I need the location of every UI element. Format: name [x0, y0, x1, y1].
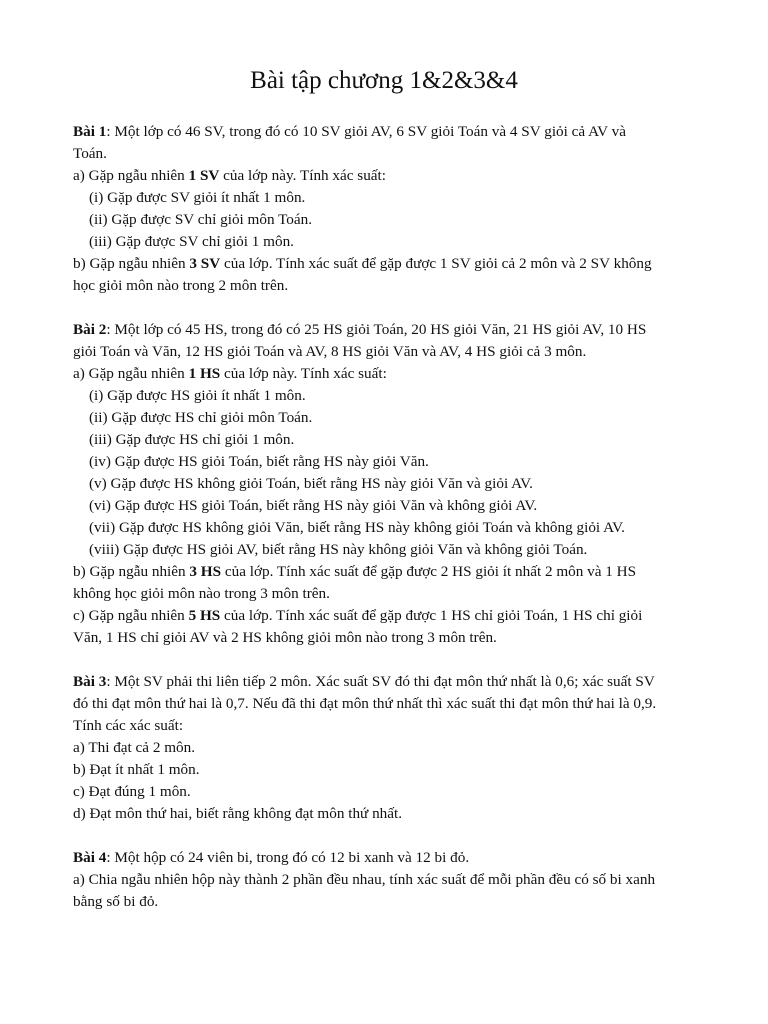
problem-1-intro-cont: Toán. — [73, 145, 107, 162]
problem-2-item-iii: (iii) Gặp được HS chỉ giỏi 1 môn. — [89, 431, 295, 448]
problem-4 — [73, 847, 701, 913]
problem-2-intro-cont: giỏi Toán và Văn, 12 HS giỏi Toán và AV, 8 HS giỏi Văn và AV, 4 HS giỏi cả 3 môn. — [73, 343, 587, 360]
problem-2-part-b-cont: không học giỏi môn nào trong 3 môn trên. — [73, 585, 330, 602]
problem-1-part-b: b) Gặp ngẫu nhiên 3 SV của lớp. Tính xác suất để gặp được 1 SV giỏi cả 2 môn và 2 SV không — [73, 255, 652, 272]
problem-1-item-i: (i) Gặp được SV giỏi ít nhất 1 môn. — [89, 189, 306, 206]
problem-2-label: Bài 2 — [73, 321, 107, 338]
problem-3-item-d: d) Đạt môn thứ hai, biết rằng không đạt môn thứ nhất. — [73, 805, 403, 822]
problem-2-part-c-cont: Văn, 1 HS chỉ giỏi AV và 2 HS không giỏi môn nào trong 3 môn trên. — [73, 629, 497, 646]
problem-2-item-v: (v) Gặp được HS không giỏi Toán, biết rằng HS này giỏi Văn và giỏi AV. — [89, 475, 533, 492]
problem-2-part-a: a) Gặp ngẫu nhiên 1 HS của lớp này. Tính xác suất: — [73, 365, 387, 382]
problem-2-item-vii: (vii) Gặp được HS không giỏi Văn, biết rằng HS này không giỏi Toán và không giỏi AV. — [89, 519, 625, 536]
problem-3-question: Tính các xác suất: — [73, 717, 184, 734]
problem-1-item-ii: (ii) Gặp được SV chỉ giỏi môn Toán. — [89, 211, 313, 228]
problem-2-item-ii: (ii) Gặp được HS chỉ giỏi môn Toán. — [89, 409, 313, 426]
problem-2-item-vi: (vi) Gặp được HS giỏi Toán, biết rằng HS này giỏi Văn và không giỏi AV. — [89, 497, 538, 514]
problem-3-item-a: a) Thi đạt cả 2 môn. — [73, 739, 196, 756]
problem-2-intro: Bài 2: Một lớp có 45 HS, trong đó có 25 HS giỏi Toán, 20 HS giỏi Văn, 21 HS giỏi AV, 10 HS — [73, 321, 647, 338]
problem-2-item-viii: (viii) Gặp được HS giỏi AV, biết rằng HS này không giỏi Văn và không giỏi Toán. — [89, 541, 588, 558]
problem-3-intro-cont: đó thi đạt môn thứ hai là 0,7. Nếu đã thi đạt môn thứ nhất thì xác suất thi đạt môn thứ hai là 0,9. — [73, 695, 657, 712]
problem-4-part-a: a) Chia ngẫu nhiên hộp này thành 2 phần đều nhau, tính xác suất để mỗi phần đều có số bi xanh — [73, 871, 656, 888]
problem-1-intro: Bài 1: Một lớp có 46 SV, trong đó có 10 SV giỏi AV, 6 SV giỏi Toán và 4 SV giỏi cả AV và — [73, 123, 626, 140]
problem-1 — [73, 121, 701, 297]
problem-3-item-c: c) Đạt đúng 1 môn. — [73, 783, 191, 800]
problem-4-intro: Bài 4: Một hộp có 24 viên bi, trong đó có 12 bi xanh và 12 bi đỏ. — [73, 849, 470, 866]
problem-2-part-b: b) Gặp ngẫu nhiên 3 HS của lớp. Tính xác suất để gặp được 2 HS giỏi ít nhất 2 môn và 1 HS — [73, 563, 637, 580]
problem-2 — [73, 319, 701, 649]
problem-1-part-b-cont: học giỏi môn nào trong 2 môn trên. — [73, 277, 289, 294]
problem-3-label: Bài 3 — [73, 673, 107, 690]
document-body — [73, 121, 701, 913]
problem-3-item-b: b) Đạt ít nhất 1 môn. — [73, 761, 200, 778]
problem-1-part-a: a) Gặp ngẫu nhiên 1 SV của lớp này. Tính xác suất: — [73, 167, 386, 184]
problem-4-label: Bài 4 — [73, 849, 107, 866]
problem-3-intro: Bài 3: Một SV phải thi liên tiếp 2 môn. Xác suất SV đó thi đạt môn thứ nhất là 0,6; xác suất SV — [73, 673, 655, 690]
problem-2-part-c: c) Gặp ngẫu nhiên 5 HS của lớp. Tính xác suất để gặp được 1 HS chỉ giỏi Toán, 1 HS chỉ giỏi — [73, 607, 643, 624]
problem-2-item-iv: (iv) Gặp được HS giỏi Toán, biết rằng HS này giỏi Văn. — [89, 453, 429, 470]
problem-1-label: Bài 1 — [73, 123, 107, 140]
page-title: Bài tập chương 1&2&3&4 — [250, 67, 518, 94]
problem-1-item-iii: (iii) Gặp được SV chỉ giỏi 1 môn. — [89, 233, 294, 250]
problem-3 — [73, 671, 701, 825]
problem-4-part-a-cont: bằng số bi đỏ. — [73, 893, 159, 910]
problem-2-item-i: (i) Gặp được HS giỏi ít nhất 1 môn. — [89, 387, 306, 404]
